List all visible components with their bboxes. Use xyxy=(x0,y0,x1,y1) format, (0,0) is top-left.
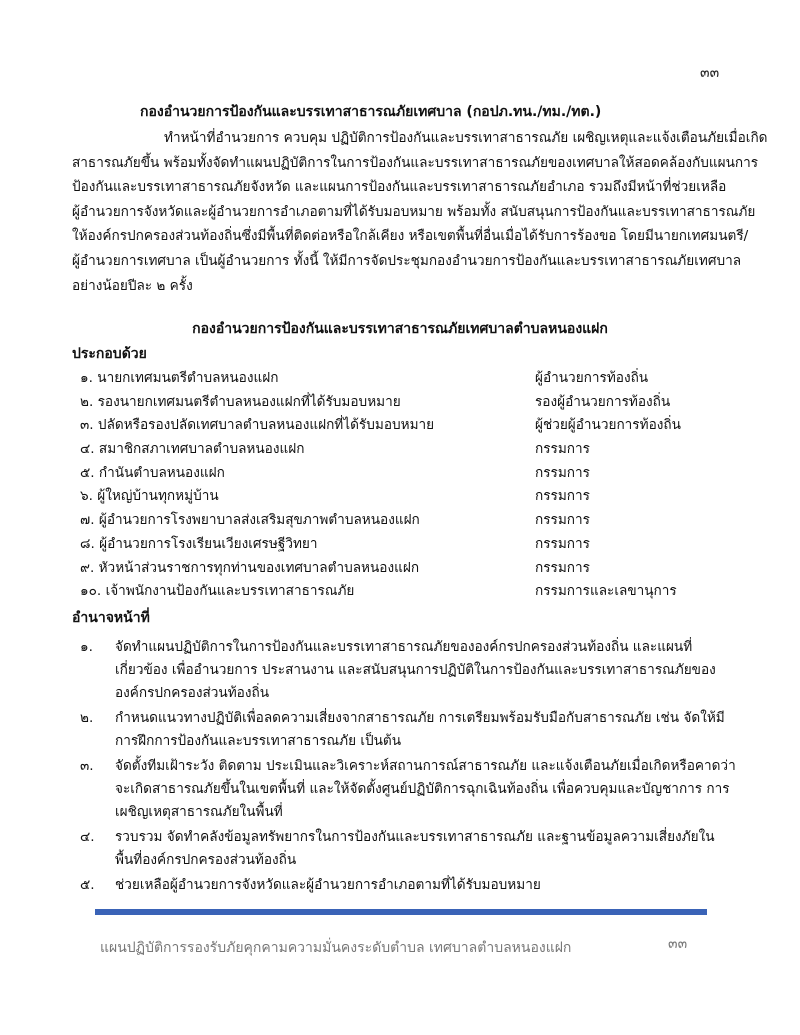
page-title: กองอำนวยการป้องกันและบรรเทาสาธารณภัยเทศบาล (กอปภ.ทน./ทม./ทต.) xyxy=(140,104,602,120)
member-row xyxy=(80,390,760,414)
duty-item xyxy=(80,636,740,705)
duty-item xyxy=(80,755,740,824)
composition-heading: ประกอบด้วย xyxy=(72,346,147,362)
duty-item xyxy=(80,707,740,753)
member-row xyxy=(80,556,760,580)
intro-line: ทำหน้าที่อำนวยการ ควบคุม ปฏิบัติการป้องกันและบรรเทาสาธารณภัย เผชิญเหตุและแจ้งเตือนภัยเมื่อเกิด xyxy=(164,130,768,146)
member-role: กรรมการและเลขานุการ xyxy=(535,583,677,600)
member-role: ผู้ช่วยผู้อำนวยการท้องถิ่น xyxy=(535,417,681,434)
member-role: ผู้อำนวยการท้องถิ่น xyxy=(535,370,649,386)
intro-line: ให้องค์กรปกครองส่วนท้องถิ่นซึ่งมีพื้นที่ติดต่อหรือใกล้เคียง หรือเขตพื้นที่อื่นเมื่อได้รับการร้องขอ โดยมีนายกเทศมนตรี/ xyxy=(72,228,749,245)
intro-line: ผู้อำนวยการจังหวัดและผู้อำนวยการอำเภอตามที่ได้รับมอบหมาย พร้อมทั้ง สนับสนุนการป้องกันและบรรเทาสาธารณภัย xyxy=(72,203,756,220)
duty-text: กำหนดแนวทางปฏิบัติเพื่อลดความเสี่ยงจากสาธารณภัย การเตรียมพร้อมรับมือกับสาธารณภัย เช่น จัดให้มีการฝึกการป้องกันและบรรเทาสาธารณภัย เป็นต้น xyxy=(115,710,725,749)
member-role: กรรมการ xyxy=(535,559,590,576)
footer-text: แผนปฏิบัติการรองรับภัยคุกคามความมั่นคงระดับตำบล เทศบาลตำบลหนองแฝก xyxy=(100,940,572,956)
member-name: ๕. กำนันตำบลหนองแฝก xyxy=(80,464,225,481)
duties-heading: อำนาจหน้าที่ xyxy=(72,610,150,626)
duty-item xyxy=(80,874,740,897)
duty-number: ๓. xyxy=(80,758,94,774)
member-row xyxy=(80,461,760,485)
member-name: ๙. หัวหน้าส่วนราชการทุกท่านของเทศบาลตำบลหนองแฝก xyxy=(80,559,420,576)
intro-line: ผู้อำนวยการเทศบาล เป็นผู้อำนวยการ ทั้งนี้ ให้มีการจัดประชุมกองอำนวยการป้องกันและบรรเทาสาธารณภัยเทศบาล xyxy=(72,252,742,269)
member-role: กรรมการ xyxy=(535,488,590,505)
member-role: กรรมการ xyxy=(535,535,590,552)
duty-number: ๔. xyxy=(80,829,95,845)
member-row xyxy=(80,437,760,461)
page-number-top: ๓๓ xyxy=(700,65,720,81)
duty-text: รวบรวม จัดทำคลังข้อมูลทรัพยากรในการป้องกันและบรรเทาสาธารณภัย และฐานข้อมูลความเสี่ยงภัยในพื้นที่องค์กรปกครองส่วนท้องถิ่น xyxy=(115,829,715,868)
member-row xyxy=(80,508,760,532)
member-name: ๓. ปลัดหรือรองปลัดเทศบาลตำบลหนองแฝกที่ได้รับมอบหมาย xyxy=(80,417,435,434)
intro-paragraph xyxy=(72,126,768,298)
member-name: ๒. รองนายกเทศมนตรีตำบลหนองแฝกที่ได้รับมอบหมาย xyxy=(80,393,401,410)
member-row xyxy=(80,413,760,437)
member-role: กรรมการ xyxy=(535,441,590,458)
member-row xyxy=(80,484,760,508)
member-name: ๑๐. เจ้าพนักงานป้องกันและบรรเทาสาธารณภัย xyxy=(80,583,355,600)
member-role: กรรมการ xyxy=(535,464,590,481)
member-name: ๔. สมาชิกสภาเทศบาลตำบลหนองแฝก xyxy=(80,441,305,458)
section-subtitle: กองอำนวยการป้องกันและบรรเทาสาธารณภัยเทศบาลตำบลหนองแฝก xyxy=(192,321,608,337)
member-role: กรรมการ xyxy=(535,512,590,529)
duty-number: ๑. xyxy=(80,639,93,655)
footer-divider xyxy=(95,909,707,915)
member-row xyxy=(80,579,760,603)
members-list xyxy=(80,366,760,603)
duty-text: ช่วยเหลือผู้อำนวยการจังหวัดและผู้อำนวยการอำเภอตามที่ได้รับมอบหมาย xyxy=(115,877,541,893)
intro-line: สาธารณภัยขึ้น พร้อมทั้งจัดทำแผนปฏิบัติการในการป้องกันและบรรเทาสาธารณภัยของเทศบาลให้สอดคล้องกับแผนการ xyxy=(72,154,759,171)
duty-number: ๒. xyxy=(80,710,94,726)
member-name: ๗. ผู้อำนวยการโรงพยาบาลส่งเสริมสุขภาพตำบลหนองแฝก xyxy=(80,512,420,529)
intro-line: อย่างน้อยปีละ ๒ ครั้ง xyxy=(72,277,193,294)
member-name: ๘. ผู้อำนวยการโรงเรียนเวียงเศรษฐีวิทยา xyxy=(80,535,318,552)
duty-number: ๕. xyxy=(80,877,95,893)
member-name: ๖. ผู้ใหญ่บ้านทุกหมู่บ้าน xyxy=(80,488,219,505)
member-row xyxy=(80,532,760,556)
intro-line: ป้องกันและบรรเทาสาธารณภัยจังหวัด และแผนการป้องกันและบรรเทาสาธารณภัยอำเภอ รวมถึงมีหน้าที่ช่วยเหลือ xyxy=(72,179,727,196)
duty-text: จัดทำแผนปฏิบัติการในการป้องกันและบรรเทาสาธารณภัยขององค์กรปกครองส่วนท้องถิ่น และแผนที่เกี่ยวข้อง เพื่ออำนวยการ ประสานงาน และสนับสนุนการปฏิบัติในการป้องกันและบรรเทาสาธารณภัยขององค์กรปกครองส่วนท้องถิ่น xyxy=(115,639,716,701)
member-name: ๑. นายกเทศมนตรีตำบลหนองแฝก xyxy=(80,370,279,386)
duty-item xyxy=(80,826,740,872)
duties-list xyxy=(80,636,740,899)
member-role: รองผู้อำนวยการท้องถิ่น xyxy=(535,393,671,410)
member-row xyxy=(80,366,760,390)
duty-text: จัดตั้งทีมเฝ้าระวัง ติดตาม ประเมินและวิเคราะห์สถานการณ์สาธารณภัย และแจ้งเตือนภัยเมื่อเกิดหรือคาดว่าจะเกิดสาธารณภัยขึ้นในเขตพื้นที่ และให้จัดตั้งศูนย์ปฏิบัติการฉุกเฉินท้องถิ่น เพื่อควบคุมและบัญชาการ การเผชิญเหตุสาธารณภัยในพื้นที่ xyxy=(115,758,736,820)
page-number-bottom: ๓๓ xyxy=(668,936,688,952)
